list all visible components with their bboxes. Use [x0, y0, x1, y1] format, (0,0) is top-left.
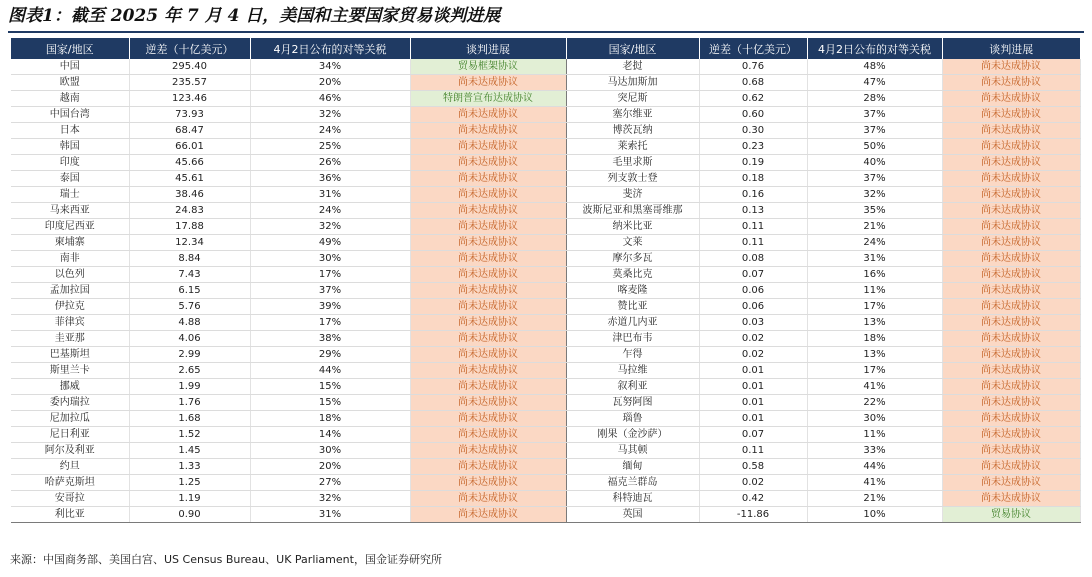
right-tariff-cell: 28% — [807, 91, 942, 107]
right-deficit-cell: 0.42 — [699, 491, 807, 507]
left-tariff-cell: 17% — [250, 267, 410, 283]
header-tariff-right: 4月2日公布的对等关税 — [807, 38, 942, 59]
title-rule — [8, 31, 1084, 33]
right-country-cell: 塞尔维亚 — [566, 107, 699, 123]
right-deficit-cell: 0.02 — [699, 331, 807, 347]
right-country-cell: 津巴布韦 — [566, 331, 699, 347]
right-tariff-cell: 21% — [807, 491, 942, 507]
left-country-cell: 巴基斯坦 — [11, 347, 129, 363]
left-progress-cell: 尚未达成协议 — [410, 363, 566, 379]
right-deficit-cell: 0.02 — [699, 475, 807, 491]
left-progress-cell: 尚未达成协议 — [410, 347, 566, 363]
left-country-cell: 圭亚那 — [11, 331, 129, 347]
left-deficit-cell: 2.65 — [129, 363, 250, 379]
header-country-left: 国家/地区 — [11, 38, 129, 59]
left-deficit-cell: 66.01 — [129, 139, 250, 155]
right-progress-cell: 尚未达成协议 — [942, 203, 1080, 219]
left-progress-cell: 尚未达成协议 — [410, 507, 566, 523]
right-tariff-cell: 37% — [807, 171, 942, 187]
right-country-cell: 马达加斯加 — [566, 75, 699, 91]
header-deficit-right: 逆差（十亿美元） — [699, 38, 807, 59]
right-deficit-cell: 0.58 — [699, 459, 807, 475]
right-deficit-cell: 0.01 — [699, 379, 807, 395]
table-row — [11, 507, 1080, 523]
right-deficit-cell: 0.01 — [699, 395, 807, 411]
left-country-cell: 泰国 — [11, 171, 129, 187]
left-progress-cell: 尚未达成协议 — [410, 443, 566, 459]
left-progress-cell: 尚未达成协议 — [410, 395, 566, 411]
left-country-cell: 中国台湾 — [11, 107, 129, 123]
left-progress-cell: 贸易框架协议 — [410, 59, 566, 75]
left-country-cell: 越南 — [11, 91, 129, 107]
right-country-cell: 莱索托 — [566, 139, 699, 155]
left-country-cell: 南非 — [11, 251, 129, 267]
right-country-cell: 纳米比亚 — [566, 219, 699, 235]
right-country-cell: 突尼斯 — [566, 91, 699, 107]
right-progress-cell: 尚未达成协议 — [942, 363, 1080, 379]
table-row — [11, 331, 1080, 347]
left-deficit-cell: 4.06 — [129, 331, 250, 347]
header-progress-left: 谈判进展 — [410, 38, 566, 59]
left-deficit-cell: 1.76 — [129, 395, 250, 411]
right-tariff-cell: 33% — [807, 443, 942, 459]
table-row — [11, 315, 1080, 331]
right-deficit-cell: 0.30 — [699, 123, 807, 139]
left-tariff-cell: 26% — [250, 155, 410, 171]
left-tariff-cell: 38% — [250, 331, 410, 347]
left-progress-cell: 尚未达成协议 — [410, 331, 566, 347]
left-tariff-cell: 30% — [250, 443, 410, 459]
left-tariff-cell: 46% — [250, 91, 410, 107]
table-row — [11, 123, 1080, 139]
right-tariff-cell: 47% — [807, 75, 942, 91]
trade-negotiation-table — [11, 38, 1081, 523]
right-progress-cell: 尚未达成协议 — [942, 347, 1080, 363]
right-progress-cell: 尚未达成协议 — [942, 459, 1080, 475]
right-deficit-cell: 0.11 — [699, 235, 807, 251]
left-progress-cell: 尚未达成协议 — [410, 283, 566, 299]
left-deficit-cell: 1.99 — [129, 379, 250, 395]
right-deficit-cell: 0.19 — [699, 155, 807, 171]
right-tariff-cell: 18% — [807, 331, 942, 347]
right-country-cell: 文莱 — [566, 235, 699, 251]
left-country-cell: 日本 — [11, 123, 129, 139]
left-deficit-cell: 17.88 — [129, 219, 250, 235]
left-progress-cell: 尚未达成协议 — [410, 475, 566, 491]
left-country-cell: 尼日利亚 — [11, 427, 129, 443]
right-tariff-cell: 11% — [807, 427, 942, 443]
right-progress-cell: 尚未达成协议 — [942, 427, 1080, 443]
left-country-cell: 阿尔及利亚 — [11, 443, 129, 459]
left-progress-cell: 尚未达成协议 — [410, 411, 566, 427]
right-country-cell: 福克兰群岛 — [566, 475, 699, 491]
right-deficit-cell: -11.86 — [699, 507, 807, 523]
right-progress-cell: 尚未达成协议 — [942, 123, 1080, 139]
right-deficit-cell: 0.11 — [699, 219, 807, 235]
left-tariff-cell: 24% — [250, 203, 410, 219]
table-row — [11, 379, 1080, 395]
left-progress-cell: 尚未达成协议 — [410, 187, 566, 203]
left-deficit-cell: 235.57 — [129, 75, 250, 91]
table-row — [11, 475, 1080, 491]
right-progress-cell: 尚未达成协议 — [942, 491, 1080, 507]
right-progress-cell: 尚未达成协议 — [942, 299, 1080, 315]
left-country-cell: 尼加拉瓜 — [11, 411, 129, 427]
left-progress-cell: 特朗普宣布达成协议 — [410, 91, 566, 107]
left-deficit-cell: 1.52 — [129, 427, 250, 443]
left-country-cell: 利比亚 — [11, 507, 129, 523]
right-tariff-cell: 22% — [807, 395, 942, 411]
left-deficit-cell: 24.83 — [129, 203, 250, 219]
right-tariff-cell: 32% — [807, 187, 942, 203]
figure-title: 图表1：截至 2025 年 7 月 4 日，美国和主要国家贸易谈判进展 — [8, 6, 501, 26]
table-row — [11, 267, 1080, 283]
left-tariff-cell: 25% — [250, 139, 410, 155]
header-tariff-left: 4月2日公布的对等关税 — [250, 38, 410, 59]
right-progress-cell: 尚未达成协议 — [942, 107, 1080, 123]
right-country-cell: 叙利亚 — [566, 379, 699, 395]
left-deficit-cell: 45.66 — [129, 155, 250, 171]
right-deficit-cell: 0.06 — [699, 283, 807, 299]
left-deficit-cell: 1.33 — [129, 459, 250, 475]
right-deficit-cell: 0.13 — [699, 203, 807, 219]
right-tariff-cell: 13% — [807, 315, 942, 331]
right-deficit-cell: 0.03 — [699, 315, 807, 331]
right-tariff-cell: 17% — [807, 363, 942, 379]
left-deficit-cell: 38.46 — [129, 187, 250, 203]
right-progress-cell: 尚未达成协议 — [942, 187, 1080, 203]
left-progress-cell: 尚未达成协议 — [410, 459, 566, 475]
right-country-cell: 老挝 — [566, 59, 699, 75]
left-deficit-cell: 1.19 — [129, 491, 250, 507]
table-row — [11, 363, 1080, 379]
right-tariff-cell: 13% — [807, 347, 942, 363]
left-progress-cell: 尚未达成协议 — [410, 123, 566, 139]
right-country-cell: 刚果（金沙萨） — [566, 427, 699, 443]
left-tariff-cell: 36% — [250, 171, 410, 187]
table-row — [11, 347, 1080, 363]
left-deficit-cell: 4.88 — [129, 315, 250, 331]
right-progress-cell: 尚未达成协议 — [942, 171, 1080, 187]
right-tariff-cell: 31% — [807, 251, 942, 267]
right-progress-cell: 尚未达成协议 — [942, 91, 1080, 107]
left-tariff-cell: 39% — [250, 299, 410, 315]
right-tariff-cell: 48% — [807, 59, 942, 75]
left-country-cell: 约旦 — [11, 459, 129, 475]
left-tariff-cell: 32% — [250, 491, 410, 507]
right-tariff-cell: 17% — [807, 299, 942, 315]
right-deficit-cell: 0.11 — [699, 443, 807, 459]
table-row — [11, 75, 1080, 91]
right-progress-cell: 尚未达成协议 — [942, 235, 1080, 251]
left-progress-cell: 尚未达成协议 — [410, 315, 566, 331]
left-tariff-cell: 14% — [250, 427, 410, 443]
right-deficit-cell: 0.18 — [699, 171, 807, 187]
table-row — [11, 411, 1080, 427]
left-country-cell: 韩国 — [11, 139, 129, 155]
left-deficit-cell: 5.76 — [129, 299, 250, 315]
left-country-cell: 马来西亚 — [11, 203, 129, 219]
left-deficit-cell: 45.61 — [129, 171, 250, 187]
left-country-cell: 欧盟 — [11, 75, 129, 91]
right-tariff-cell: 44% — [807, 459, 942, 475]
left-tariff-cell: 15% — [250, 395, 410, 411]
table-row — [11, 219, 1080, 235]
right-tariff-cell: 21% — [807, 219, 942, 235]
left-tariff-cell: 32% — [250, 107, 410, 123]
table-row — [11, 395, 1080, 411]
right-tariff-cell: 41% — [807, 379, 942, 395]
source-note: 来源：中国商务部、美国白宫、US Census Bureau、UK Parliament，国金证券研究所 — [10, 553, 442, 566]
left-country-cell: 斯里兰卡 — [11, 363, 129, 379]
left-tariff-cell: 18% — [250, 411, 410, 427]
right-deficit-cell: 0.08 — [699, 251, 807, 267]
right-progress-cell: 尚未达成协议 — [942, 411, 1080, 427]
left-progress-cell: 尚未达成协议 — [410, 203, 566, 219]
table-row — [11, 171, 1080, 187]
right-progress-cell: 尚未达成协议 — [942, 379, 1080, 395]
table-row — [11, 59, 1080, 75]
table-row — [11, 459, 1080, 475]
left-tariff-cell: 37% — [250, 283, 410, 299]
left-tariff-cell: 20% — [250, 459, 410, 475]
table-row — [11, 251, 1080, 267]
right-country-cell: 缅甸 — [566, 459, 699, 475]
right-country-cell: 英国 — [566, 507, 699, 523]
right-progress-cell: 贸易协议 — [942, 507, 1080, 523]
right-country-cell: 博茨瓦纳 — [566, 123, 699, 139]
table-row — [11, 91, 1080, 107]
right-progress-cell: 尚未达成协议 — [942, 283, 1080, 299]
left-country-cell: 挪威 — [11, 379, 129, 395]
left-tariff-cell: 27% — [250, 475, 410, 491]
right-deficit-cell: 0.06 — [699, 299, 807, 315]
right-progress-cell: 尚未达成协议 — [942, 267, 1080, 283]
left-deficit-cell: 1.25 — [129, 475, 250, 491]
header-progress-right: 谈判进展 — [942, 38, 1080, 59]
right-tariff-cell: 50% — [807, 139, 942, 155]
right-deficit-cell: 0.68 — [699, 75, 807, 91]
left-country-cell: 安哥拉 — [11, 491, 129, 507]
left-deficit-cell: 7.43 — [129, 267, 250, 283]
left-progress-cell: 尚未达成协议 — [410, 251, 566, 267]
right-country-cell: 科特迪瓦 — [566, 491, 699, 507]
left-tariff-cell: 32% — [250, 219, 410, 235]
table-row — [11, 107, 1080, 123]
left-tariff-cell: 17% — [250, 315, 410, 331]
right-country-cell: 乍得 — [566, 347, 699, 363]
left-deficit-cell: 73.93 — [129, 107, 250, 123]
left-deficit-cell: 1.45 — [129, 443, 250, 459]
right-progress-cell: 尚未达成协议 — [942, 251, 1080, 267]
right-tariff-cell: 24% — [807, 235, 942, 251]
right-progress-cell: 尚未达成协议 — [942, 475, 1080, 491]
right-deficit-cell: 0.16 — [699, 187, 807, 203]
left-deficit-cell: 68.47 — [129, 123, 250, 139]
right-progress-cell: 尚未达成协议 — [942, 139, 1080, 155]
right-tariff-cell: 35% — [807, 203, 942, 219]
right-progress-cell: 尚未达成协议 — [942, 155, 1080, 171]
right-country-cell: 波斯尼亚和黑塞哥维那 — [566, 203, 699, 219]
left-tariff-cell: 29% — [250, 347, 410, 363]
left-country-cell: 以色列 — [11, 267, 129, 283]
left-tariff-cell: 30% — [250, 251, 410, 267]
right-deficit-cell: 0.07 — [699, 427, 807, 443]
left-deficit-cell: 1.68 — [129, 411, 250, 427]
table-row — [11, 187, 1080, 203]
right-country-cell: 瑙鲁 — [566, 411, 699, 427]
table-row — [11, 235, 1080, 251]
right-country-cell: 莫桑比克 — [566, 267, 699, 283]
left-progress-cell: 尚未达成协议 — [410, 427, 566, 443]
right-progress-cell: 尚未达成协议 — [942, 59, 1080, 75]
left-country-cell: 菲律宾 — [11, 315, 129, 331]
right-country-cell: 赞比亚 — [566, 299, 699, 315]
right-progress-cell: 尚未达成协议 — [942, 395, 1080, 411]
left-country-cell: 委内瑞拉 — [11, 395, 129, 411]
right-tariff-cell: 41% — [807, 475, 942, 491]
left-progress-cell: 尚未达成协议 — [410, 219, 566, 235]
table-body — [11, 59, 1080, 523]
left-progress-cell: 尚未达成协议 — [410, 379, 566, 395]
right-deficit-cell: 0.02 — [699, 347, 807, 363]
left-country-cell: 瑞士 — [11, 187, 129, 203]
left-progress-cell: 尚未达成协议 — [410, 107, 566, 123]
right-progress-cell: 尚未达成协议 — [942, 219, 1080, 235]
right-deficit-cell: 0.60 — [699, 107, 807, 123]
table-row — [11, 203, 1080, 219]
left-tariff-cell: 20% — [250, 75, 410, 91]
right-country-cell: 摩尔多瓦 — [566, 251, 699, 267]
left-progress-cell: 尚未达成协议 — [410, 171, 566, 187]
left-progress-cell: 尚未达成协议 — [410, 139, 566, 155]
table-row — [11, 491, 1080, 507]
left-deficit-cell: 295.40 — [129, 59, 250, 75]
left-tariff-cell: 49% — [250, 235, 410, 251]
right-country-cell: 马其顿 — [566, 443, 699, 459]
left-country-cell: 中国 — [11, 59, 129, 75]
table-row — [11, 283, 1080, 299]
left-progress-cell: 尚未达成协议 — [410, 235, 566, 251]
right-tariff-cell: 10% — [807, 507, 942, 523]
right-country-cell: 喀麦隆 — [566, 283, 699, 299]
right-deficit-cell: 0.62 — [699, 91, 807, 107]
table-row — [11, 427, 1080, 443]
table-row — [11, 155, 1080, 171]
left-progress-cell: 尚未达成协议 — [410, 491, 566, 507]
left-progress-cell: 尚未达成协议 — [410, 75, 566, 91]
right-tariff-cell: 37% — [807, 123, 942, 139]
right-tariff-cell: 30% — [807, 411, 942, 427]
right-tariff-cell: 40% — [807, 155, 942, 171]
right-country-cell: 瓦努阿图 — [566, 395, 699, 411]
right-country-cell: 斐济 — [566, 187, 699, 203]
left-country-cell: 印度 — [11, 155, 129, 171]
left-deficit-cell: 2.99 — [129, 347, 250, 363]
header-deficit-left: 逆差（十亿美元） — [129, 38, 250, 59]
left-country-cell: 柬埔寨 — [11, 235, 129, 251]
right-deficit-cell: 0.01 — [699, 411, 807, 427]
right-deficit-cell: 0.23 — [699, 139, 807, 155]
left-country-cell: 孟加拉国 — [11, 283, 129, 299]
right-deficit-cell: 0.76 — [699, 59, 807, 75]
right-tariff-cell: 16% — [807, 267, 942, 283]
left-deficit-cell: 12.34 — [129, 235, 250, 251]
left-deficit-cell: 8.84 — [129, 251, 250, 267]
table-header-row — [11, 38, 1080, 59]
left-tariff-cell: 15% — [250, 379, 410, 395]
right-deficit-cell: 0.07 — [699, 267, 807, 283]
left-tariff-cell: 31% — [250, 507, 410, 523]
right-progress-cell: 尚未达成协议 — [942, 331, 1080, 347]
left-tariff-cell: 44% — [250, 363, 410, 379]
left-deficit-cell: 6.15 — [129, 283, 250, 299]
right-country-cell: 列支敦士登 — [566, 171, 699, 187]
table-row — [11, 299, 1080, 315]
left-country-cell: 伊拉克 — [11, 299, 129, 315]
left-country-cell: 哈萨克斯坦 — [11, 475, 129, 491]
left-tariff-cell: 31% — [250, 187, 410, 203]
right-tariff-cell: 11% — [807, 283, 942, 299]
left-tariff-cell: 24% — [250, 123, 410, 139]
left-progress-cell: 尚未达成协议 — [410, 299, 566, 315]
right-deficit-cell: 0.01 — [699, 363, 807, 379]
right-progress-cell: 尚未达成协议 — [942, 315, 1080, 331]
right-progress-cell: 尚未达成协议 — [942, 75, 1080, 91]
left-country-cell: 印度尼西亚 — [11, 219, 129, 235]
left-progress-cell: 尚未达成协议 — [410, 267, 566, 283]
left-deficit-cell: 123.46 — [129, 91, 250, 107]
left-progress-cell: 尚未达成协议 — [410, 155, 566, 171]
right-progress-cell: 尚未达成协议 — [942, 443, 1080, 459]
left-tariff-cell: 34% — [250, 59, 410, 75]
left-deficit-cell: 0.90 — [129, 507, 250, 523]
right-country-cell: 赤道几内亚 — [566, 315, 699, 331]
table-row — [11, 443, 1080, 459]
right-country-cell: 马拉维 — [566, 363, 699, 379]
table-row — [11, 139, 1080, 155]
right-tariff-cell: 37% — [807, 107, 942, 123]
header-country-right: 国家/地区 — [566, 38, 699, 59]
right-country-cell: 毛里求斯 — [566, 155, 699, 171]
